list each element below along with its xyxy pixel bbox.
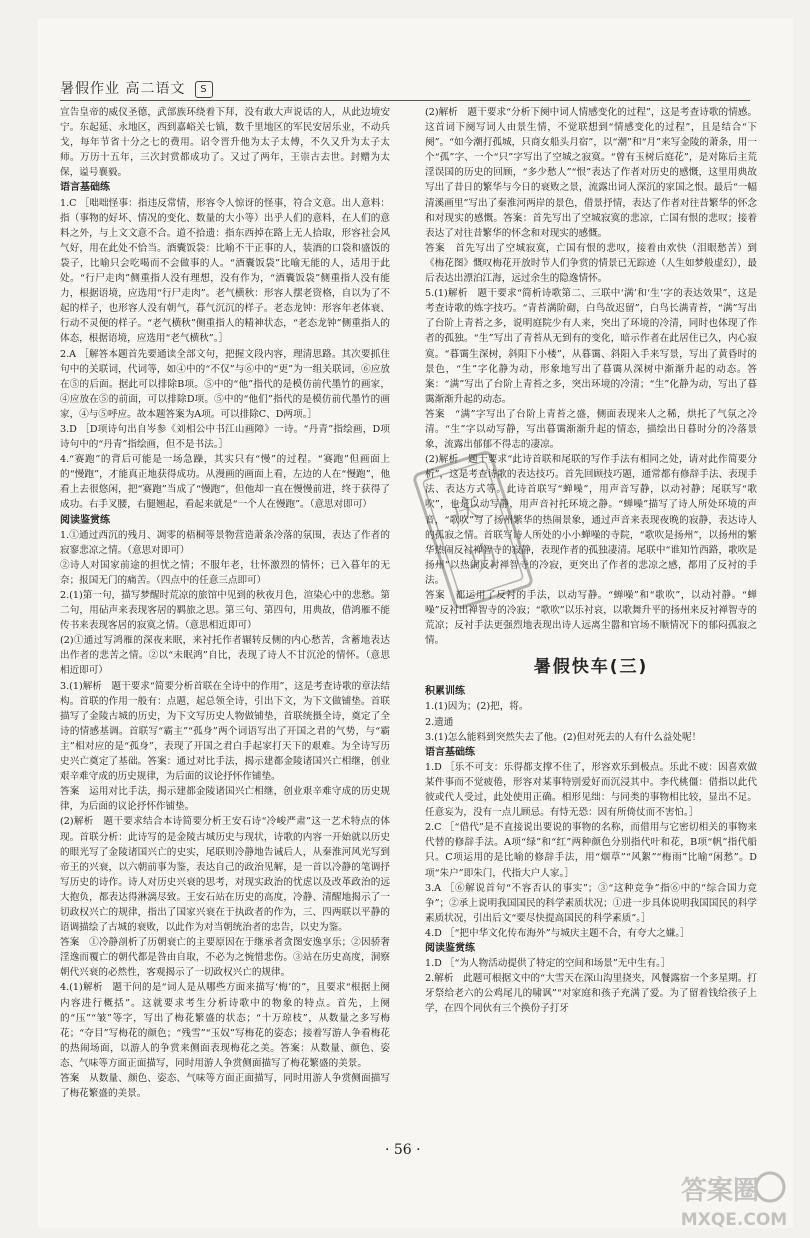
answer-paragraph: (2)解析 题干要求“此诗首联和尾联的写作手法有相同之处，请对此作简要分析”，这是考查诗歌的表达技巧。首先回顾技巧题，通常都有修辞手法、表现手法、表达方式等。此诗首联写“蝉噪”，用声音写静，以动衬静；尾联写“歌吹”，也是以动写静，用声音衬托环境之静。“蝉噪”描写了诗人所处环境的声音，“歌吹”写了扬州繁华的热闹景象，通过声音来表现夜晚的寂静，表达诗人的孤寂之情。首联写诗人所处的小小蝉噪的寺院，“歌吹是扬州”，以扬州的繁华热闹反衬禅智寺的寂静，表现作者的孤独凄清。尾联中“谁知竹西路，歌吹是扬州”以热闹反衬禅智寺的冷寂，更突出了作者的悲凉之感，都用了反衬的手法。 [425, 454, 757, 586]
svg-text:庆: 庆 [447, 490, 487, 533]
answer-paragraph: (2)解析 题干要求“分析下阕中词人情感变化的过程”，这是考查诗歌的情感。这首词下阕写词人由景生情，不觉联想到“情感变化的过程”，且是结合“下阕”。“如今潮打孤城，只商女船头月宿”，以“潮”和“月”来写金陵的萧条，用一个“孤”字、一个“只”字写出了空城之寂寞。“曾有玉树后庭花”，是对陈后主荒淫误国的历史的回顾，“多少愁人”“恨”表达了作者对历史的感慨，这里用典故写出了昔日的繁华与今日的衰败之景，流露出词人深沉的家国之恨。最后“一幅清溪画里”写出了秦淮河两岸的景色，借景抒情，表达了作者对往昔繁华的怀念和对现实的感慨。答案：首先写出了空城寂寞的悲凉，亡国有恨的悲叹；接着表达了对往昔繁华的怀念和对现实的感慨。 [425, 107, 757, 239]
answer-paragraph: 2.解析 此题可根据文中的“大雪天在深山沟里挠夹，风餐露宿一个多星期。打牙祭给老六的公鸡尾儿的啸讽”“对家庭和孩子充满了爱。为了留着钱给孩子上学，在四个同伙有三个换份子打牙 [425, 973, 757, 1015]
answer-paragraph: 1.D ［乐不可支：乐得都支撑不住了，形容欢乐到极点。乐此不疲：因喜欢做某件事而不觉疲倦，形容对某事特别爱好而沉浸其中。李代桃僵：借指以此代彼或代人受过，此处使用正确。相形见绌：与同类的事物相比较，显出不足。任意妄为，没有一点儿顾忌。有恃无恐：因有所倚仗而不害怕。］ [425, 761, 757, 819]
svg-text:MXQE.COM: MXQE.COM [680, 1210, 788, 1230]
answer-paragraph: 答案 从数量、颜色、姿态、气味等方面正面描写，同时用游人争赏侧面描写了梅花繁盛的美景。 [60, 1073, 390, 1100]
answer-paragraph: 5.(1)解析 题干要求“简析诗歌第二、三联中‘满’和‘生’字的表达效果”，这是考查诗歌的炼字技巧。“青苔满阶砌，白鸟故迟留”，白鸟长满青苔，“满”写出了台阶上青苔之多，说明庭院少有人来，突出了环境的冷清，同时也体现了作者的孤独。“生”写出了青苔从无到有的变化，暗示作者在此居住已久，内心寂寞。“暮霭生深树，斜阳下小楼”，从暮霭、斜阳入手来写景，写出了黄昏时的景色，“生”字化静为动，形象地写出了暮霭从深树中渐渐升起的动态。答案：“满”写出了台阶上青苔之多，突出环境的冷清；“生”化静为动，写出了暮霭渐渐升起的动态。 [425, 288, 757, 405]
running-header [60, 78, 213, 98]
ink-stamp [398, 440, 548, 620]
answer-paragraph: 2.C ［“借代”是不直接说出要说的事物的名称，而借用与它密切相关的事物来代替的修辞手法。A项“绿”和“红”两种颜色分别指代叶和花，B项“帆”指代船只。C项运用的是比喻的修辞手法，用“烟草”“风絮”“梅雨”比喻“闲愁”。D项“朱户”即朱门，代指大户人家。］ [425, 822, 757, 879]
site-watermark [678, 1165, 790, 1231]
answer-paragraph: 1.C ［咄咄怪事：指违反常情，形容令人惊讶的怪事，符合文意。出人意料：指（事物的好坏、情况的变化、数量的大小等）出乎人们的意料，在人们的意料之外，与上文文意不合。道不拾遗：指东西掉在路上无人拾取，形容社会风气好，用在此处不恰当。酒囊饭袋：比喻不干正事的人，装酒的口袋和盛饭的袋子，比喻只会吃喝而不会做事的人。“酒囊饭袋”比喻无能的人，适用于此处。“行尸走肉”侧重指人没有理想，没有作为，“酒囊饭袋”侧重指人没有能力，根据语境，应选用“行尸走肉”。老气横秋：形容人摆老资格，自以为了不起的样子，也形容人没有朝气，暮气沉沉的样子。老态龙钟：形容年老体衰、行动不灵便的样子。“老气横秋”侧重指人的精神状态，“老态龙钟”侧重指人的体态，根据语境，应选用“老气横秋”。］ [60, 197, 390, 345]
answer-paragraph: 答案 都运用了反衬的手法，以动写静。“蝉噪”和“歌吹”，以动衬静。“蝉噪”反衬出禅智寺的冷寂；“歌吹”以乐衬哀，以歌舞升平的扬州来反衬禅智寺的荒凉；反衬手法更强烈地表现出诗人远离尘嚣和官场不顺情况下的郁闷孤寂之情。 [425, 590, 757, 647]
page-number: · 56 · [385, 1142, 421, 1158]
answer-paragraph: 4.(1)解析 题干问的是“词人是从哪些方面来描写‘梅’的”，且要求“根据上阕内容进行概括”。这就要求考生分析诗歌中的物象的特点。首先，上阕的“压”“皱”等字，写出了梅花繁盛的状态；“十万琼枝”，从数量之多写梅花；“夺目”写梅花的颜色；“残雪”“玉奴”写梅花的姿态；接着写游人争看梅花的热闹场面，以游人的争赏来侧面表现梅花之美。答案：从数量、颜色、姿态、气味等方面正面描写，同时用游人争赏侧面描写了梅花繁盛的美景。 [60, 982, 390, 1069]
section-heading: 语言基础练 [60, 182, 110, 194]
answer-paragraph: 1.(1)因为；(2)把，将。 [425, 701, 529, 713]
svg-text:答案圈: 答案圈 [680, 1176, 760, 1206]
answer-paragraph: 答案 “满”字写出了台阶上青苔之盛，侧面表现来人之稀，烘托了气氛之冷清。“生”字以动写静，写出暮霭渐渐升起的情态，描绘出日暮时分的冷落景象，流露出郁郁不得志的凄凉。 [425, 408, 757, 451]
answer-paragraph: ②诗人对国家前途的担忧之情；不服年老，壮怀激烈的情怀；已入暮年的无奈；报国无门的痛苦。（四点中的任意三点即可） [60, 559, 390, 586]
svg-text:功: 功 [462, 537, 503, 581]
answer-paragraph: 1.D ［“为人物活动提供了特定的空间和场景”无中生有。］ [425, 958, 671, 970]
answer-paragraph: 2.A ［解答本题首先要通读全部文句，把握文段内容，理清思路。其次要抓住句中的关联词，代词等，如④中的“不仅”与⑥中的“更”为一组关联词，⑥应放在⑤的后面。据此可以排除B项。⑤中的“他”指代的是模仿前代墨竹的画家，④应放在⑤的前面，可以排除D项。⑤中的“他们”指代的是模仿前代墨竹的画家，④与⑤呼应。故本题答案为A项。可以排除C、D两项。］ [60, 348, 390, 420]
section-heading: 语言基础练 [425, 746, 475, 758]
header-rule [60, 100, 750, 101]
answer-paragraph: 宣告皇帝的威仪圣德，武部族环绕着下拜，没有敢大声说话的人，从此边境安宁。东起延、永地区，西到嘉峪关七镇，数千里地区的军民安居乐业，不动兵戈，每年节省十分之七的费用。诏令晋升他为太子太傅，不久又升为太子太师。万历十五年，三次封赏都成功了。又过了两年，王崇古去世。封赠为太保，谥号襄毅。 [60, 107, 390, 179]
answer-paragraph: 4.D ［“把中华文化传布海外”与城庆主题不合，有夸大之嫌。］ [425, 927, 690, 939]
answer-paragraph: 答案 ①冷静剖析了历朝衰亡的主要原因在于继承者贪图安逸享乐；②因骄奢淫逸而覆亡的朝代都是咎由自取，不必为之惋惜悲伤。③站在历史高度，洞察朝代兴衰的必然性，客观揭示了一切政权兴亡的规律。 [60, 937, 390, 979]
answer-paragraph: 2.(1)第一句，描写梦醒时荒凉的旅馆中见到的秋夜月色，渲染心中的悲愁。第二句，用砧声来表现客居的羁旅之思。第三句、第四句，用典故，借鸿雁不能传书来表现客居的寂寞之情。（意思相近即可） [60, 590, 390, 632]
brand-logo: S [195, 81, 213, 98]
answer-paragraph: 答案 首先写出了空城寂寞，亡国有恨的悲叹，接着由欢快（泪眼愁苦）到《梅花图》慨叹梅花开放时节人们争赏的情景已无踪迹（人生如梦般虚幻），最后表达出漂泊江海，远过余生的隐逸情怀。 [425, 242, 757, 285]
section-heading: 积累训练 [425, 686, 465, 698]
section-heading: 阅读鉴赏练 [60, 514, 110, 526]
answer-paragraph: (2)①通过写鸿雁的深夜来眠，来衬托作者辗转反侧的内心愁苦，含蓄地表达出作者的悲苦之情。②以“未眠鸿”自比，表现了诗人不甘沉沦的情怀。（意思相近即可） [60, 635, 390, 677]
answer-paragraph: 3.(1)解析 题干要求“简要分析首联在全诗中的作用”，这是考查诗歌的章法结构。首联的作用一般有：点题，起总领全诗，引出下文，为下文做铺垫。首联描写了金陵古城的历史，为下文写历史人物做铺垫，首联统摄全诗，奠定了全诗的情感基调。首联写“霸主”“孤身”两个词语写出了开国之君的气势，与“霸主”相对应的是“孤身”，表现了开国之君白手起家打天下的艰难。为全诗写历史兴亡奠定了基础。答案：通过对比手法，揭示建都金陵诸国兴亡相继，创业艰辛难守成的历史规律，为后面的议论抒怀作铺垫。 [60, 680, 390, 783]
answer-paragraph: 答案 运用对比手法，揭示建都金陵诸国兴亡相继，创业艰辛难守成的历史规律，为后面的议论抒怀作铺垫。 [60, 786, 390, 813]
answer-paragraph: (2)解析 题干要求结合本诗简要分析王安石诗“冷峻严肃”这一艺术特点的体现。首联分析：此诗写的是金陵古城历史与现状，诗歌的内容一开始就以历史的眼光写了金陵诸国兴亡的史实，尾联则冷静地告诫后人，从秦淮河风光写到帝王的兴衰，以六朝前事为鉴，表达自己的政治见解，是一首以冷静的笔调抒写历史的诗作。诗人对历史兴衰的思考，对现实政治的忧虑以及改革政治的远大抱负，都表达得淋漓尽致。王安石站在历史的高度，冷静、清醒地揭示了一切政权兴亡的规律，指出了国家兴衰在于执政者的作为，三、四两联以平静的语调描绘了古城的衰败，以此作为对当朝统治者的忠告，以史为鉴。 [60, 816, 390, 934]
answer-paragraph: 2.遗通 [425, 716, 454, 728]
answer-paragraph: 1.①通过西沉的残月、凋零的梧桐等景物营造萧条冷落的氛围，表达了作者的寂寥悲凉之情。（意思对即可） [60, 529, 390, 556]
answer-paragraph: 4.“赛跑”的背后可能是一场急躁，其实只有“慢”的过程。“赛跑”但画面上的“慢跑”，才能真正地获得成功。从漫画的画面上看，左边的人在“慢跑”，他看上去很悠闲，把“赛跑”当成了“慢跑”，但他却一直在慢慢前进，终于获得了成功。右手叉腰，右腿翘起，看起来就是“一个人在慢跑”。（意思对即可） [60, 454, 390, 511]
header-title: 暑假作业 高二语文 [60, 81, 186, 97]
answer-paragraph: 3.D ［D项诗句出自岑参《刘相公中书江山画障》一诗。“丹青”指绘画，D项诗句中的“丹青”指绘画，但不是书法。］ [60, 423, 390, 451]
answer-paragraph: 3.(1)怎么能料到突然失去了他。(2)但对死去的人有什么益处呢！ [425, 731, 702, 743]
section-heading: 阅读鉴赏练 [425, 942, 475, 954]
answer-paragraph: 3.A ［⑥解说首句“不容否认的事实”；③“这种竞争”指⑥中的“综合国力竞争”；②承上说明我国国民的科学素质状况；①进一步具体说明我国国民的科学素质状况，引出后文“要尽快提高国民的科学素质”。］ [425, 882, 757, 924]
left-column [60, 105, 390, 1101]
chapter-title: 暑假快车(三) [533, 657, 649, 678]
